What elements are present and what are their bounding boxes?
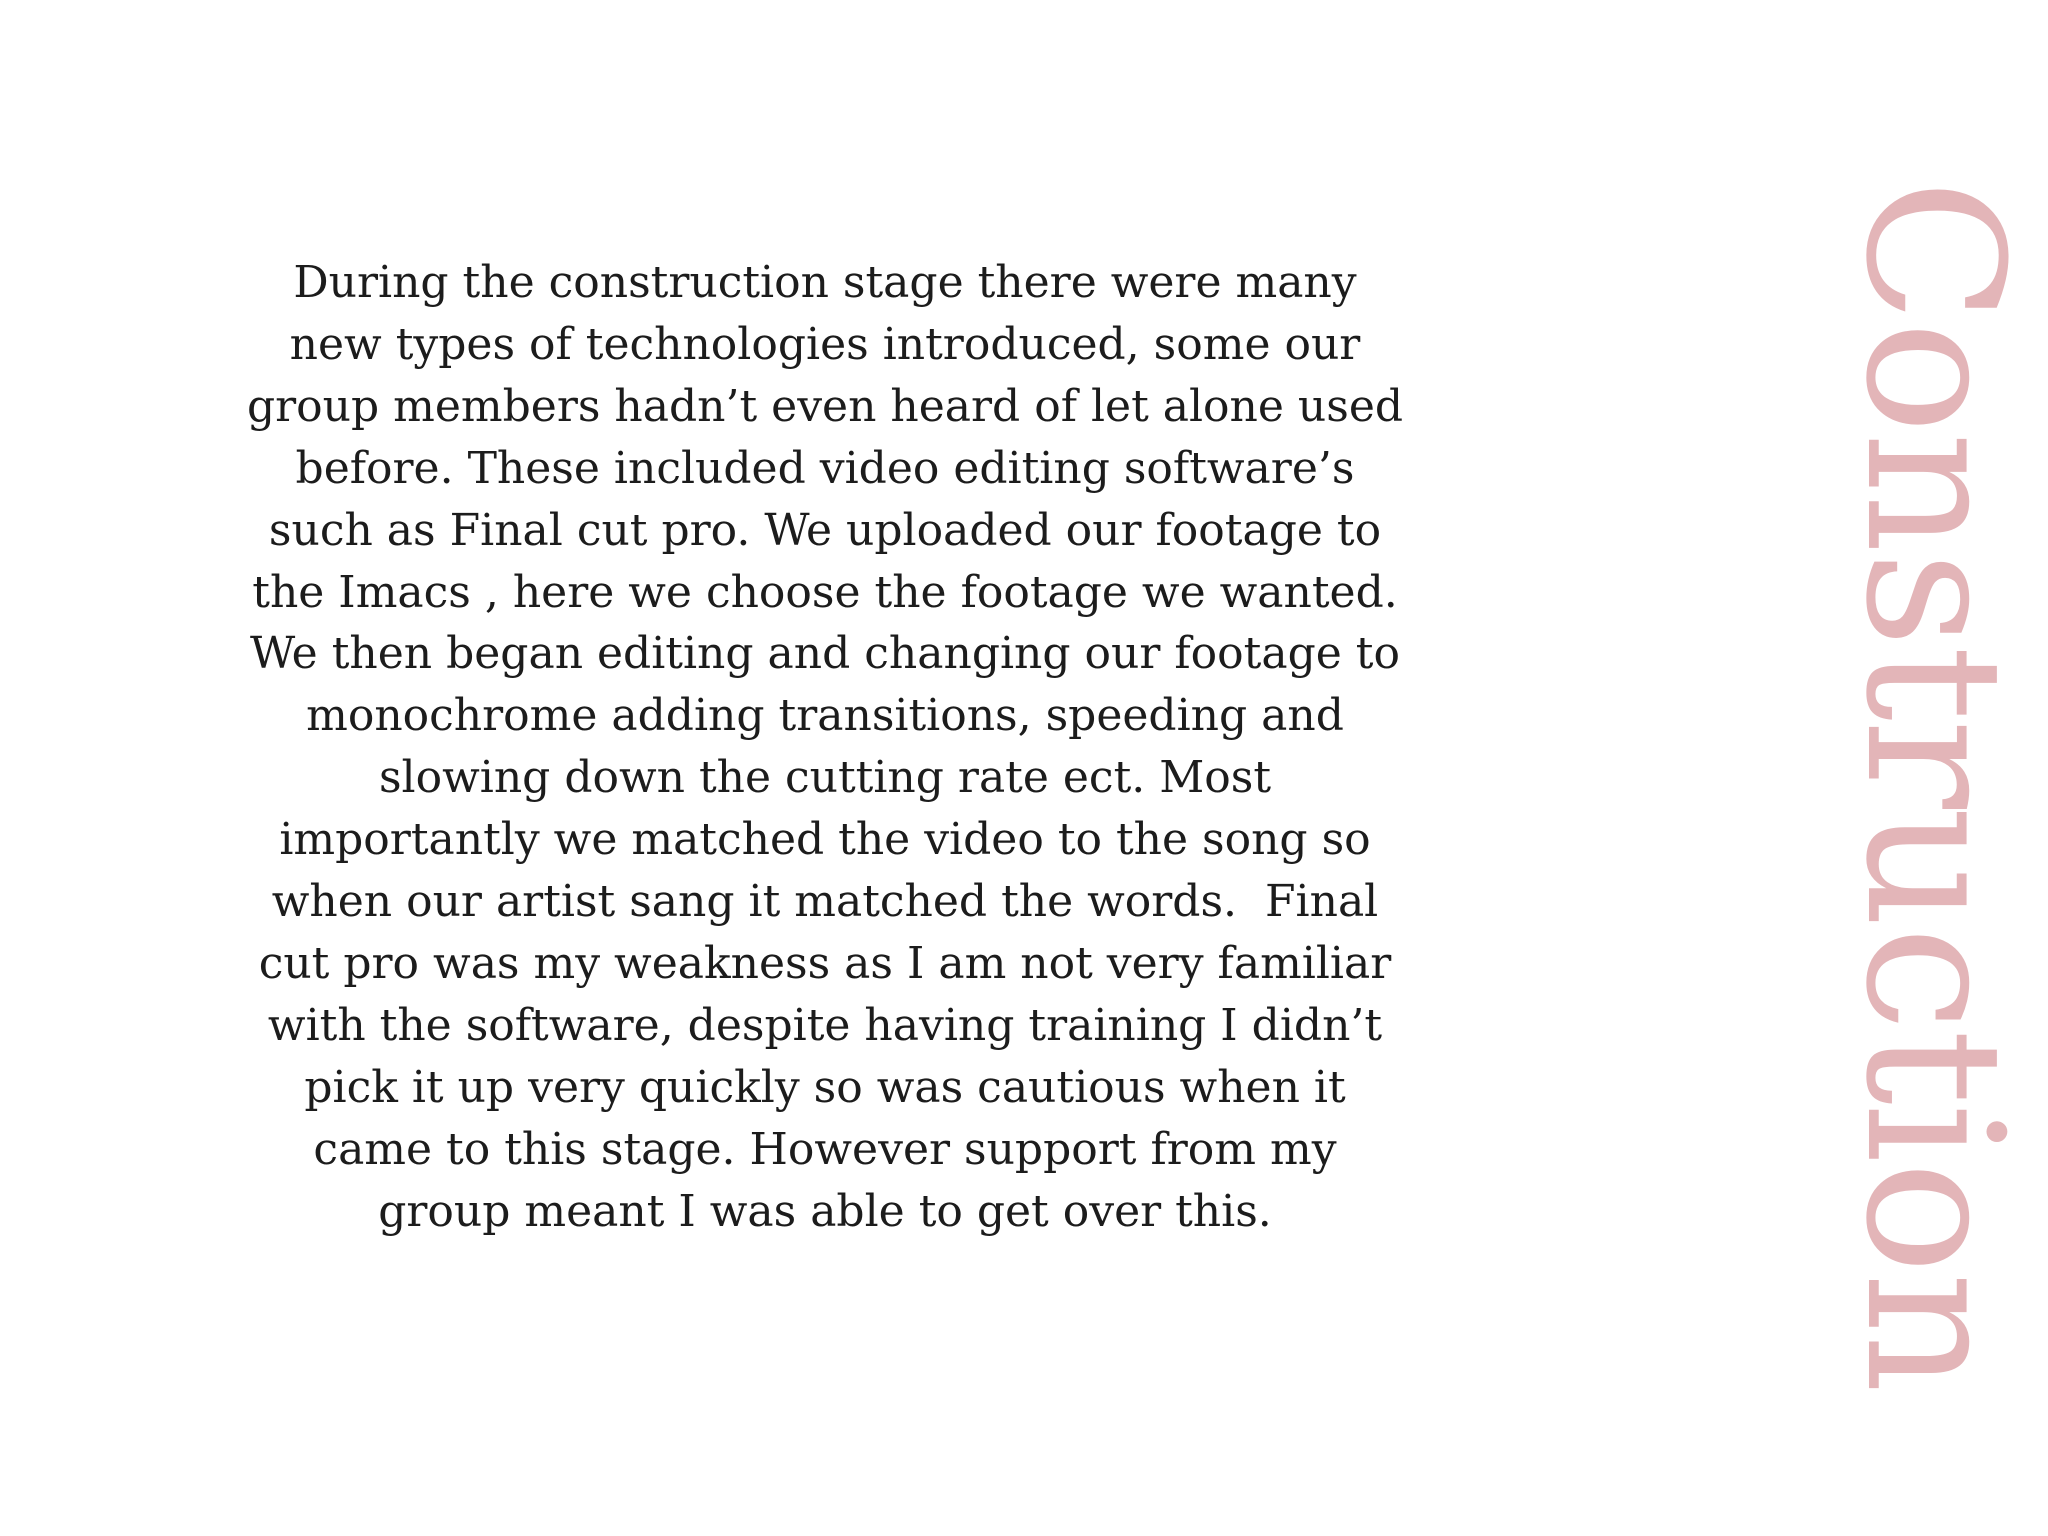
body-line: pick it up very quickly so was cautious when it <box>304 1061 1346 1113</box>
body-line: slowing down the cutting rate ect. Most <box>378 752 1272 804</box>
body-line: came to this stage. However support from my <box>313 1123 1337 1175</box>
body-line: cut pro was my weakness as I am not very familiar <box>258 937 1392 989</box>
body-line: During the construction stage there were many <box>293 257 1357 308</box>
body-line: when our artist sang it matched the words. Final <box>271 876 1379 928</box>
body-paragraph <box>230 252 1420 1243</box>
body-line: monochrome adding transitions, speeding and <box>306 690 1344 742</box>
body-line: importantly we matched the video to the song so <box>279 814 1371 866</box>
body-line: before. These included video editing software’s <box>295 442 1355 494</box>
slide-title: Construction <box>1824 178 2043 1392</box>
body-line: group members hadn’t even heard of let alone used <box>246 380 1404 432</box>
body-line: with the software, despite having training I didn’t <box>267 999 1383 1051</box>
body-line: the Imacs , here we choose the footage we wanted. <box>252 566 1398 618</box>
body-line: new types of technologies introduced, some our <box>289 318 1361 370</box>
body-line: such as Final cut pro. We uploaded our footage to <box>268 504 1382 556</box>
body-line: group meant I was able to get over this. <box>378 1185 1272 1237</box>
body-line: We then began editing and changing our footage to <box>250 628 1400 680</box>
